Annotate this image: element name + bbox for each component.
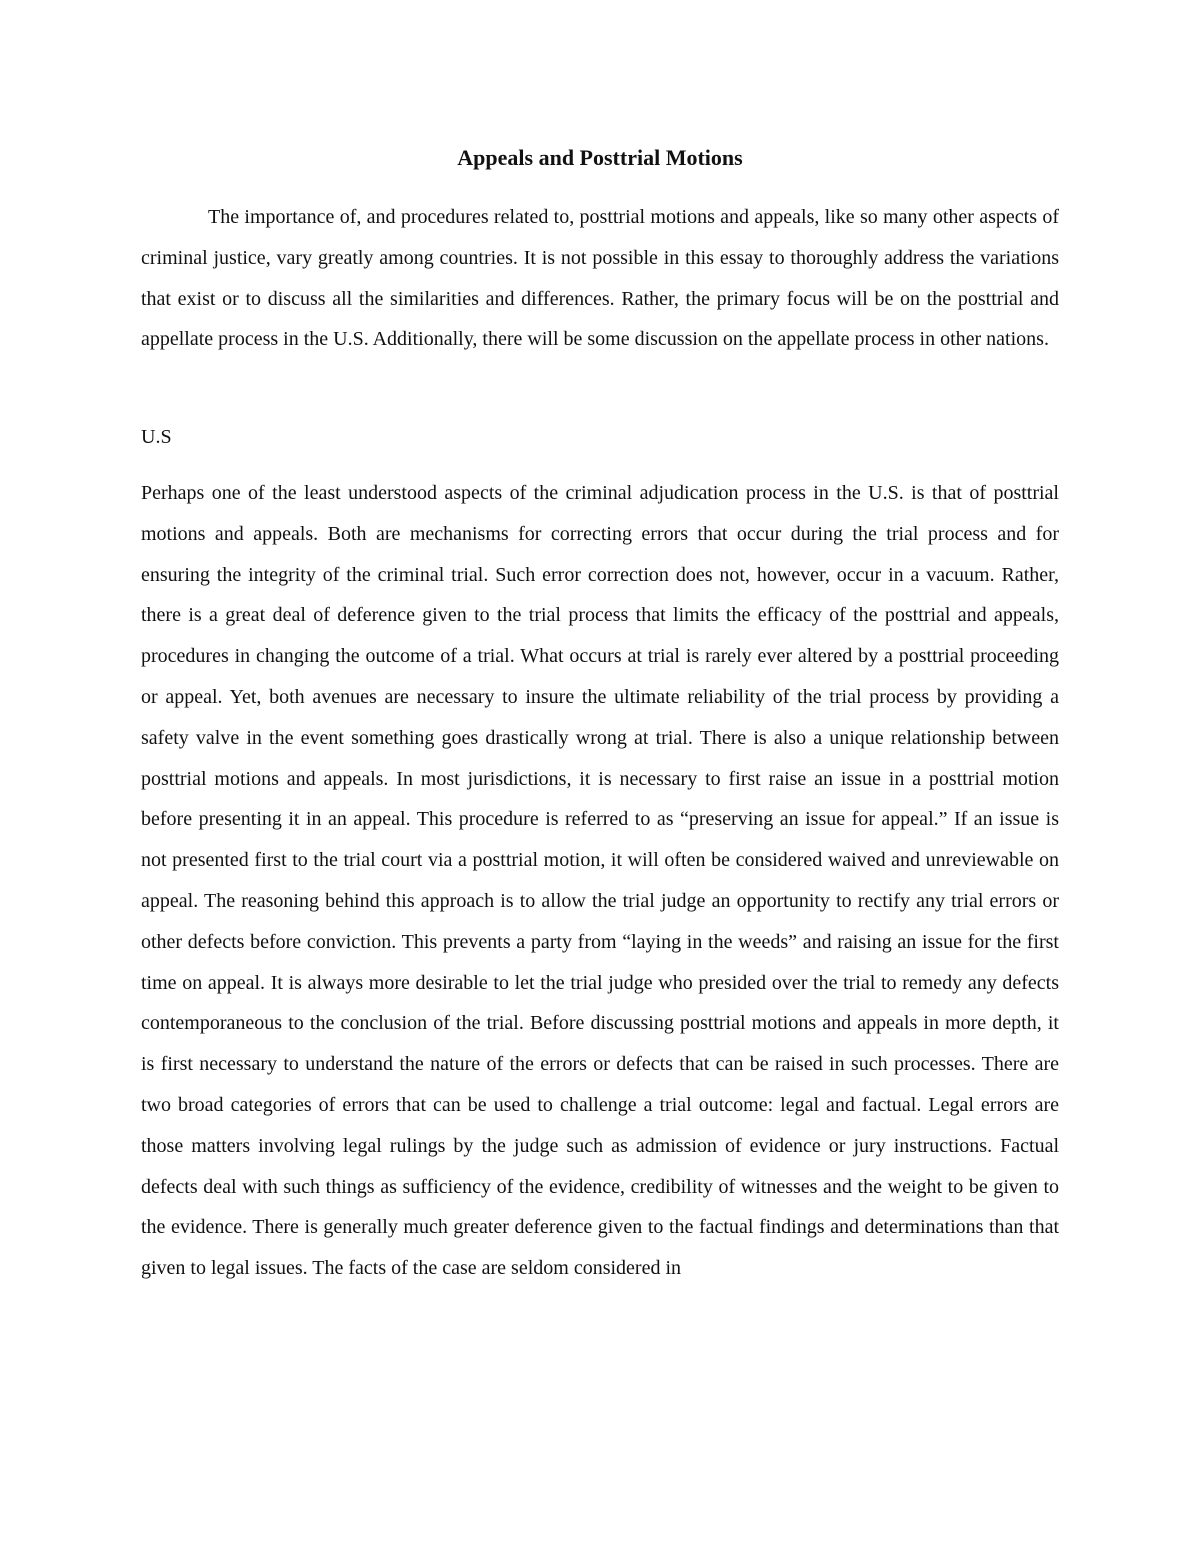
document-title: Appeals and Posttrial Motions — [457, 145, 743, 170]
section-heading: U.S — [141, 426, 172, 448]
intro-paragraph: The importance of, and procedures related to, posttrial motions and appeals, like so many other aspects of criminal justice, vary greatly among countries. It is not possible in this essay to thoroughly address the variations that exist or to discuss all the similarities and differences. Rather, the primary focus will be on the posttrial and appellate process in the U.S. Additionally, there will be some discussion on the appellate process in other nations. — [141, 206, 1059, 351]
body-paragraph: Perhaps one of the least understood aspects of the criminal adjudication process in the U.S. is that of posttrial motions and appeals. Both are mechanisms for correcting errors that occur during the trial process and for ensuring the integrity of the criminal trial. Such error correction does not, however, occur in a vacuum. Rather, there is a great deal of deference given to the trial process that limits the efficacy of the posttrial and appeals, procedures in changing the outcome of a trial. What occurs at trial is rarely ever altered by a posttrial proceeding or appeal. Yet, both avenues are necessary to insure the ultimate reliability of the trial process by providing a safety valve in the event something goes drastically wrong at trial. There is also a unique relationship between posttrial motions and appeals. In most jurisdictions, it is necessary to first raise an issue in a posttrial motion before presenting it in an appeal. This procedure is referred to as “preserving an issue for appeal.” If an issue is not presented first to the trial court via a posttrial motion, it will often be considered waived and unreviewable on appeal. The reasoning behind this approach is to allow the trial judge an opportunity to rectify any trial errors or other defects before conviction. This prevents a party from “laying in the weeds” and raising an issue for the first time on appeal. It is always more desirable to let the trial judge who presided over the trial to remedy any defects contemporaneous to the conclusion of the trial. Before discussing posttrial motions and appeals in more depth, it is first necessary to understand the nature of the errors or defects that can be raised in such processes. There are two broad categories of errors that can be used to challenge a trial outcome: legal and factual. Legal errors are those matters involving legal rulings by the judge such as admission of evidence or jury instructions. Factual defects deal with such things as sufficiency of the evidence, credibility of witnesses and the weight to be given to the evidence. There is generally much greater deference given to the factual findings and determinations than that given to legal issues. The facts of the case are seldom considered in — [141, 482, 1059, 1280]
